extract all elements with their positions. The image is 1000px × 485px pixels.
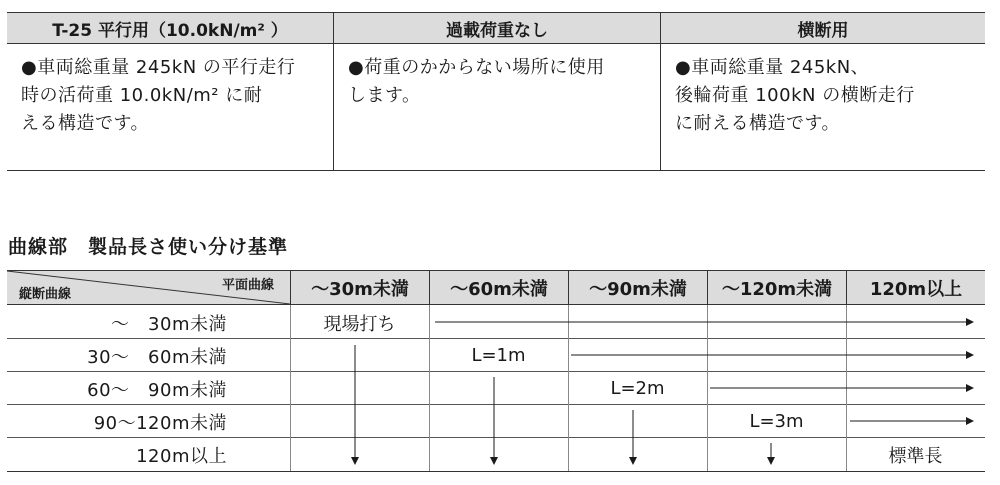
cell-label-standard: 標準長 [888, 445, 943, 467]
row-header: ～ 30m未満 [111, 313, 227, 335]
spec-description [334, 44, 660, 110]
col-header: 120m以上 [846, 271, 985, 304]
spec-line: ●荷重のかからない場所に使用 [348, 57, 605, 78]
vertical-curve-label: 縦断曲線 [19, 287, 72, 302]
cell-label-l2: L=2m [610, 378, 665, 399]
spec-header: T-25 平行用（10.0kN/m² ） [7, 12, 333, 44]
spec-line: ●車両総重量 245kN、 [675, 57, 870, 78]
row-header: 30～ 60m未満 [87, 346, 227, 368]
cell-label-l3: L=3m [749, 411, 804, 432]
cell-label-cast-in-place: 現場打ち [323, 313, 396, 335]
spec-header: 横断用 [661, 12, 985, 44]
curve-length-matrix [7, 270, 985, 472]
row-header: 90～120m未満 [93, 412, 227, 434]
row-header: 120m以上 [136, 445, 227, 467]
spec-line: します。 [348, 85, 421, 106]
spec-line: 時の活荷重 10.0kN/m² に耐 [21, 85, 263, 106]
plane-curve-label: 平面曲線 [221, 278, 274, 293]
spec-line: 後輪荷重 100kN の横断走行 [675, 85, 915, 106]
col-header: ～30m未満 [290, 271, 429, 304]
spec-column-crossing [660, 12, 985, 170]
col-header: ～90m未満 [568, 271, 707, 304]
arrows-layer [7, 271, 985, 471]
spec-column-no-load [333, 12, 660, 170]
row-header: 60～ 90m未満 [87, 379, 227, 401]
section-title: 曲線部 製品長さ使い分け基準 [8, 236, 289, 258]
spec-line: ●車両総重量 245kN の平行走行 [21, 57, 296, 78]
col-header: ～120m未満 [707, 271, 846, 304]
cell-label-l1: L=1m [471, 345, 526, 366]
spec-description [661, 44, 985, 138]
spec-description [7, 44, 333, 138]
spec-table [7, 12, 985, 171]
spec-column-t25 [7, 12, 333, 170]
spec-line: える構造です。 [21, 113, 150, 134]
col-header: ～60m未満 [429, 271, 568, 304]
spec-header: 過載荷重なし [334, 12, 660, 44]
spec-line: に耐える構造です。 [675, 113, 841, 134]
